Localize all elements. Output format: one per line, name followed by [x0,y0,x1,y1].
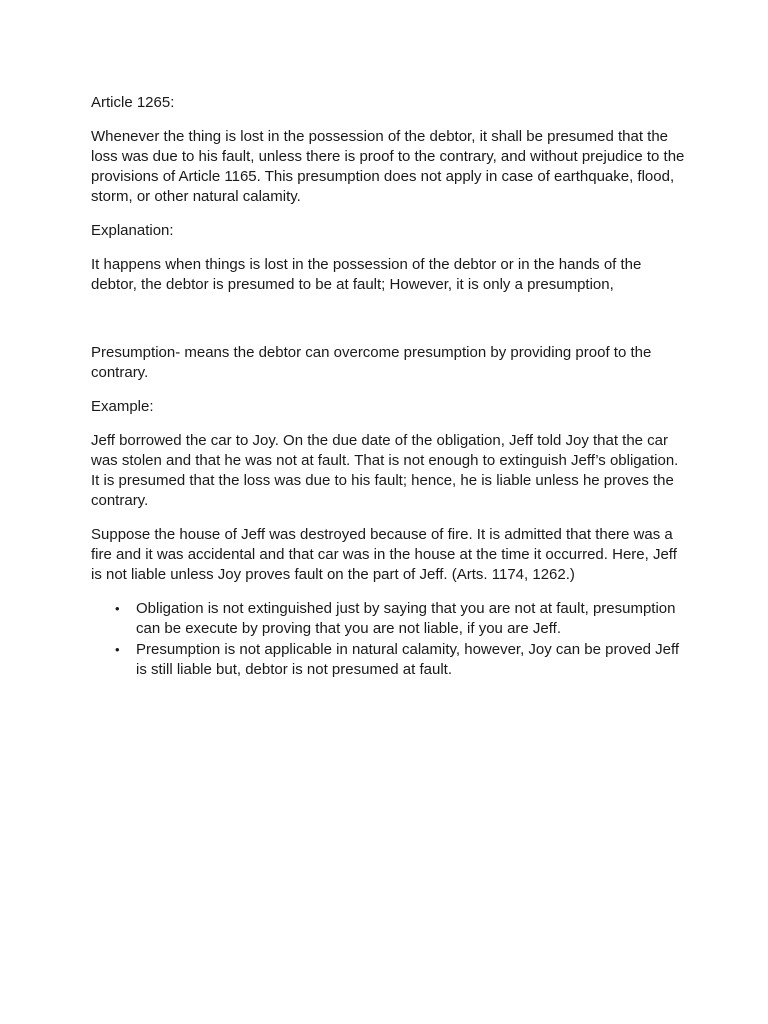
presumption-text: Presumption- means the debtor can overcome presumption by providing proof to the contrary. [91,344,652,381]
bullet-text: Presumption is not applicable in natural calamity, however, Joy can be proved Jeff is still liable but, debtor is not presumed at fault. [136,641,680,678]
example-heading: Example: [91,398,154,415]
article-text: Whenever the thing is lost in the possession of the debtor, it shall be presumed that the loss was due to his fault, unless there is proof to the contrary, and without prejudice to the provisions of Article 1165. This presumption does not apply in case of earthquake, flood, storm, or other natural calamity. [91,128,685,205]
bullet-text: Obligation is not extinguished just by saying that you are not at fault, presumption can be execute by proving that you are not liable, if you are Jeff. [136,600,676,637]
bullet-list [91,599,688,680]
explanation-heading: Explanation: [91,222,174,239]
list-item [91,599,688,639]
bullet-mark: • [115,601,120,616]
example-paragraph-2: Suppose the house of Jeff was destroyed because of fire. It is admitted that there was a fire and it was accidental and that car was in the house at the time it occurred. Here, Jeff is not liable unless Joy proves fault on the part of Jeff. (Arts. 1174, 1262.) [91,526,677,583]
bullet-mark: • [115,642,120,657]
example-paragraph-1: Jeff borrowed the car to Joy. On the due date of the obligation, Jeff told Joy that the car was stolen and that he was not at fault. That is not enough to extinguish Jeff’s obligation. It is presumed that the loss was due to his fault; hence, he is liable unless he proves the contrary. [91,432,679,509]
list-item [91,640,688,680]
article-heading: Article 1265: [91,94,175,111]
explanation-text: It happens when things is lost in the possession of the debtor or in the hands of the debtor, the debtor is presumed to be at fault; However, it is only a presumption, [91,256,642,293]
